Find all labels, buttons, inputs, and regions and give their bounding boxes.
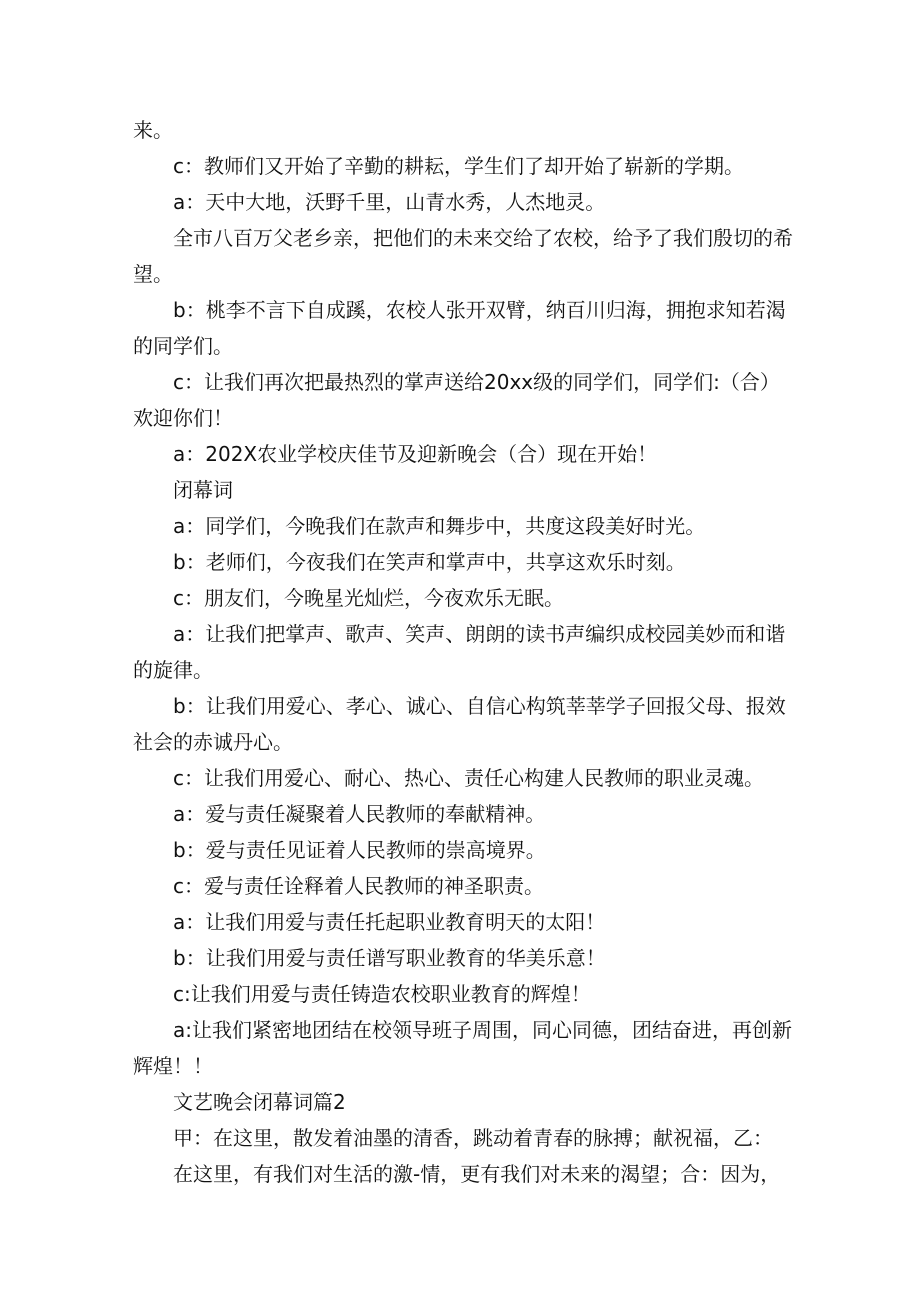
section-heading: 文艺晚会闭幕词篇2 <box>173 1090 346 1114</box>
paragraph: b：爱与责任见证着人民教师的崇高境界。 <box>173 838 546 862</box>
paragraph: a:让我们紧密地团结在校领导班子周围，同心同德，团结奋进，再创新辉煌！！ <box>133 1018 792 1078</box>
paragraph: a：同学们，今晚我们在款声和舞步中，共度这段美好时光。 <box>173 514 706 538</box>
paragraph: c：让我们用爱心、耐心、热心、责任心构建人民教师的职业灵魂。 <box>173 766 764 790</box>
paragraph: b：让我们用爱与责任谱写职业教育的华美乐意！ <box>173 946 606 970</box>
paragraph: c：教师们又开始了辛勤的耕耘，学生们了却开始了崭新的学期。 <box>173 154 744 178</box>
paragraph: 甲：在这里，散发着油墨的清香，跳动着青春的脉搏；献祝福，乙： <box>173 1126 773 1150</box>
paragraph: 在这里，有我们对生活的激-情，更有我们对未来的渴望；合：因为， <box>173 1162 781 1186</box>
paragraph: 来。 <box>133 118 173 142</box>
paragraph: c:让我们用爱与责任铸造农校职业教育的辉煌！ <box>173 982 591 1006</box>
paragraph: b：桃李不言下自成蹊，农校人张开双臂，纳百川归海，拥抱求知若渴的同学们。 <box>133 298 786 358</box>
paragraph: a：让我们把掌声、歌声、笑声、朗朗的读书声编织成校园美妙而和谐的旋律。 <box>133 622 786 682</box>
paragraph: c：朋友们，今晚星光灿烂，今夜欢乐无眠。 <box>173 586 564 610</box>
document-body <box>133 112 793 1192</box>
section-heading: 闭幕词 <box>173 478 233 502</box>
paragraph: c：让我们再次把最热烈的掌声送给20xx级的同学们，同学们:（合）欢迎你们！ <box>133 370 780 430</box>
paragraph: a：爱与责任凝聚着人民教师的奉献精神。 <box>173 802 546 826</box>
paragraph: b：老师们，今夜我们在笑声和掌声中，共享这欢乐时刻。 <box>173 550 686 574</box>
paragraph: a：天中大地，沃野千里，山青水秀，人杰地灵。 <box>173 190 606 214</box>
paragraph: 全市八百万父老乡亲，把他们的未来交给了农校，给予了我们殷切的希望。 <box>133 226 793 286</box>
paragraph: c：爱与责任诠释着人民教师的神圣职责。 <box>173 874 544 898</box>
paragraph: a：让我们用爱与责任托起职业教育明天的太阳！ <box>173 910 606 934</box>
paragraph: b：让我们用爱心、孝心、诚心、自信心构筑莘莘学子回报父母、报效社会的赤诚丹心。 <box>133 694 786 754</box>
paragraph: a：202X农业学校庆佳节及迎新晚会（合）现在开始！ <box>173 442 658 466</box>
